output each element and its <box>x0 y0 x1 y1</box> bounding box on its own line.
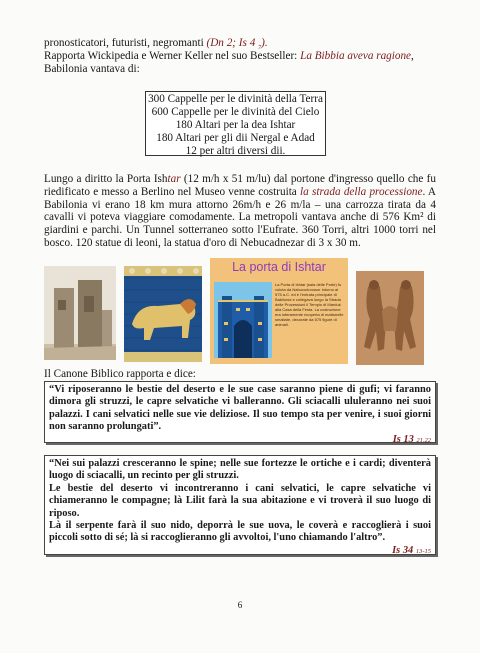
lion-mosaic-photo <box>124 266 202 362</box>
quote-isaiah-34 <box>44 455 436 555</box>
paragraph-italic: tar <box>167 173 181 185</box>
deity-list-item: 180 Altari per la dea Ishtar <box>175 119 296 131</box>
intro-line-2-end: , <box>411 50 414 62</box>
canon-intro: Il Canone Biblico rapporta e dice: <box>44 368 196 380</box>
quote-isaiah-34-ref-sub: 13-15 <box>415 547 431 555</box>
quote-isaiah-34-p1: “Nei sui palazzi cresceranno le spine; nelle sue fortezze le ortiche e i cardi; diventerà luogo di sciacalli, un recinto per gli struzzi. <box>49 458 431 482</box>
quote-isaiah-34-ref <box>49 545 431 558</box>
intro-ref-text: (Dn 2; Is 4 <box>206 37 256 49</box>
quote-isaiah-13-ref-text: Is 13 <box>392 433 414 445</box>
lion-mosaic-image <box>124 266 202 362</box>
babylon-paragraph <box>44 173 436 250</box>
ishtar-gate-image <box>214 282 272 358</box>
intro-ref-end: ). <box>261 37 268 49</box>
slide-caption: La Porta di Ishtar (sala delle Porte) fu voluta da Nabucodonosor intorno al 575 a.C. ed è l'entrata principale di Babilonia e collegava lungo la Strada delle Processioni il Tempio di Marduk alla Casa della Festa. La costruzione era interamente ricoperta di mattonelle smaltate, decorate da 575 figure di animali. <box>275 282 344 327</box>
quote-isaiah-34-p3: Là il serpente farà il suo nido, deporrà le sue uova, le coverà e raccoglierà i suoi piccoli sotto di sé; là si raccoglieranno gli avvoltoi, l'uno chiamando l'altro”. <box>49 520 431 544</box>
intro-ref-sub: 7 <box>258 45 262 52</box>
deity-list-item: 180 Altari per gli dii Nergal e Adad <box>156 132 315 144</box>
gate-ruins-image <box>44 266 116 360</box>
intro-ref <box>206 37 268 52</box>
deity-list-item: 12 per altri diversi dii. <box>185 145 286 157</box>
quote-isaiah-13 <box>44 381 436 443</box>
relief-photo <box>356 271 424 365</box>
paragraph-part: (12 m/h x 51 m/lu) dal portone d'ingresso quello che fu riedificato e messo a Berlino nel Museo venne costruita <box>44 173 436 198</box>
paragraph-part: . A Babilonia vi erano 18 km mura attorno 26m/h e 26 m/la – una carrozza tirata da 4 cavalli vi poteva viaggiare comodamente. La metropoli vantava anche di 576 Km² di giardini e parchi. Un Tunnel sotterraneo sotto l'Eufrate. 360 Torri, altri 1000 torri nel bosco. 120 statue di leoni, la statua d'oro di Nebucadnezar di 3 x 30 m. <box>44 185 436 249</box>
deity-list-item: 600 Cappelle per le divinità del Cielo <box>151 106 320 118</box>
slide-title: La porta di Ishtar <box>232 260 326 274</box>
book-title: La Bibbia aveva ragione <box>300 50 412 62</box>
quote-isaiah-34-p2: Le bestie del deserto vi incontreranno i cani selvatici, le capre selvatiche vi chiameranno le compagne; là Lilit farà la sua abitazione e vi troverà il suo luogo di riposo. <box>49 482 431 519</box>
deity-list-box <box>145 91 326 156</box>
relief-image <box>356 271 424 365</box>
gate-ruins-photo <box>44 266 116 360</box>
ishtar-gate-slide <box>210 258 348 364</box>
procession-street: la strada della processione <box>300 185 423 198</box>
intro-line-2-text: Rapporta Wickipedia e Werner Keller nel suo Bestseller: <box>44 50 301 62</box>
intro-line-1-text: pronosticatori, futuristi, negromanti <box>44 37 207 49</box>
quote-isaiah-13-ref <box>49 434 431 447</box>
quote-isaiah-34-ref-text: Is 34 <box>392 544 414 556</box>
quote-isaiah-13-text: “Vi riposeranno le bestie del deserto e le sue case saranno piene di gufi; vi faranno dimora gli struzzi, le capre selvatiche vi balleranno. Gli sciacalli ululeranno nei suoi palazzi. I cani selvatici nelle sue vie deliziose. Il suo tempo sta per venire, i suoi giorni non saranno prolungati”. <box>49 384 431 433</box>
intro-line-3: Babilonia vantava di: <box>44 63 140 75</box>
paragraph-part: Lungo a diritto la Porta Ish <box>44 173 168 185</box>
quote-isaiah-13-ref-sub: 21.22 <box>416 436 431 444</box>
deity-list-item: 300 Cappelle per le divinità della Terra <box>148 93 323 105</box>
intro-line-2 <box>44 50 444 63</box>
page-number: 6 <box>237 600 243 610</box>
